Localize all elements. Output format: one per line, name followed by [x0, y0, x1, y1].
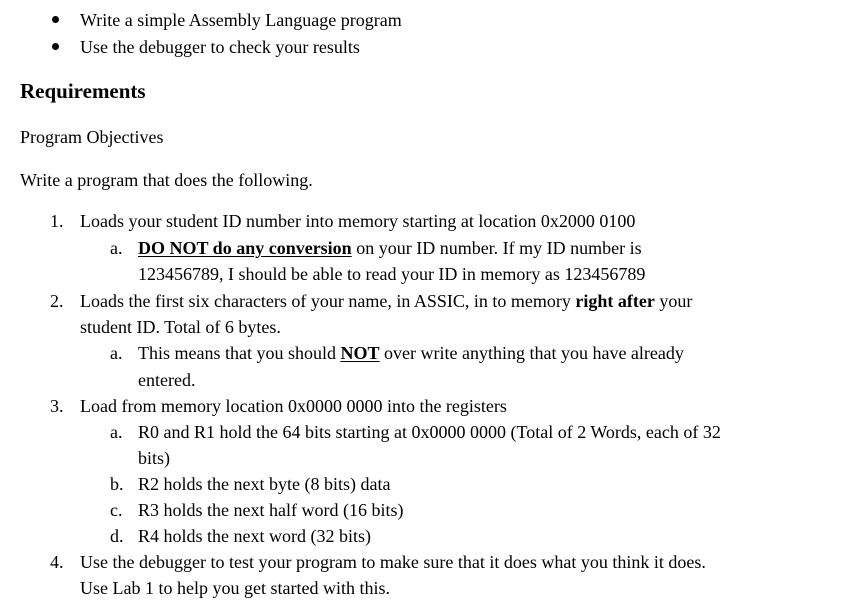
item-text: Use the debugger to test your program to make sure that it does what you think it does. — [80, 552, 706, 572]
subheading: Program Objectives — [20, 127, 164, 147]
subitem-text: R3 holds the next half word (16 bits) — [138, 500, 404, 520]
subitem-letter: a. — [110, 238, 123, 258]
bullet-item: Write a simple Assembly Language program — [80, 10, 402, 30]
item-text: Load from memory location 0x0000 0000 into the registers — [80, 396, 507, 416]
subitem-text — [138, 237, 642, 259]
subitem-text-continued: 123456789, I should be able to read your ID in memory as 123456789 — [138, 264, 646, 284]
emphasis-text: DO NOT do any conversion — [138, 238, 352, 258]
item-number: 3. — [50, 396, 64, 416]
subitem-letter: a. — [110, 422, 123, 442]
subitem-text-continued: entered. — [138, 370, 196, 390]
subitem-text — [138, 342, 684, 364]
subitem-letter: c. — [110, 500, 123, 520]
section-heading: Requirements — [20, 79, 146, 103]
bullet-dot — [52, 43, 59, 50]
intro-text: Write a program that does the following. — [20, 170, 313, 190]
subitem-letter: a. — [110, 343, 123, 363]
subitem-text: R4 holds the next word (32 bits) — [138, 526, 371, 546]
emphasis-text: NOT — [340, 343, 380, 363]
item-text-continued: Use Lab 1 to help you get started with this. — [80, 578, 390, 598]
subitem-text-continued: bits) — [138, 448, 171, 468]
item-text-post: your — [654, 291, 693, 311]
item-text-pre: Loads the first six characters of your name, in ASSIC, in to memory — [80, 291, 576, 311]
item-number: 4. — [50, 552, 64, 572]
subitem-letter: d. — [110, 526, 124, 546]
subitem-text: R0 and R1 hold the 64 bits starting at 0x0000 0000 (Total of 2 Words, each of 32 — [138, 422, 721, 442]
item-text-continued: student ID. Total of 6 bytes. — [80, 317, 281, 337]
subitem-text: R2 holds the next byte (8 bits) data — [138, 474, 391, 494]
item-number: 2. — [50, 291, 64, 311]
subitem-text-rest: on your ID number. If my ID number is — [351, 238, 642, 258]
bullet-item: Use the debugger to check your results — [80, 37, 360, 57]
emphasis-text: right after — [575, 291, 655, 311]
subitem-text-pre: This means that you should — [138, 343, 341, 363]
item-text: Loads your student ID number into memory starting at location 0x2000 0100 — [80, 211, 636, 231]
item-number: 1. — [50, 211, 64, 231]
bullet-dot — [52, 16, 59, 23]
item-text — [80, 290, 692, 312]
subitem-text-post: over write anything that you have already — [379, 343, 684, 363]
subitem-letter: b. — [110, 474, 124, 494]
